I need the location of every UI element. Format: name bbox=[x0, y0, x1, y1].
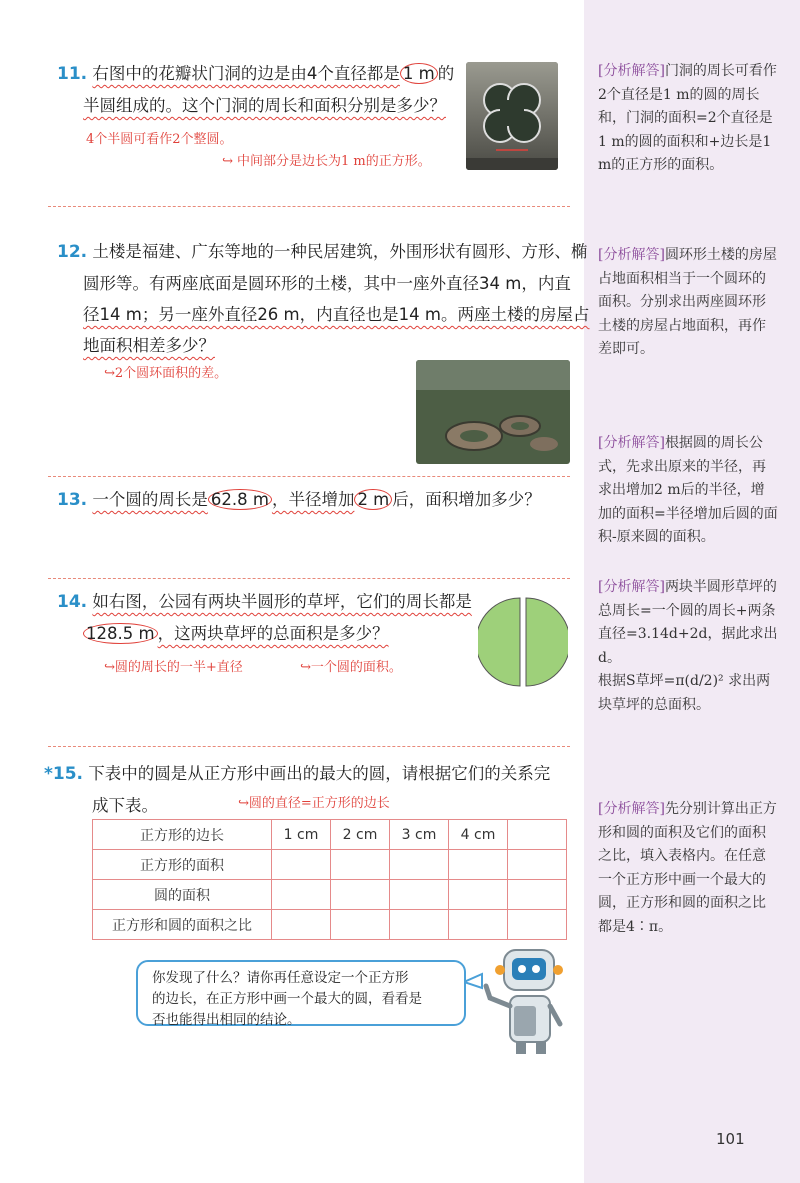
annotation-12: ↪2个圆环面积的差。 bbox=[104, 366, 228, 381]
separator bbox=[48, 746, 570, 747]
analysis-note-11: [分析解答]门洞的周长可看作2个直径是1 m的圆的周长和，门洞的面积=2个直径是1 m的圆的面积和+边长是1 m的正方形的面积。 bbox=[598, 63, 777, 173]
question-15: *15. 下表中的圆是从正方形中画出的最大的圆，请根据它们的关系完 成下表。 bbox=[44, 764, 551, 815]
semicircle-lawns-figure bbox=[478, 592, 568, 692]
analysis-note-14: [分析解答]两块半圆形草坪的总周长=一个圆的周长+两条直径=3.14d+2d，据此求出d。 bbox=[598, 579, 778, 666]
table-row: 圆的面积 bbox=[93, 880, 567, 910]
answer-cell[interactable] bbox=[508, 850, 567, 880]
answer-cell[interactable] bbox=[331, 910, 390, 940]
answer-cell[interactable] bbox=[390, 880, 449, 910]
page-number: 101 bbox=[716, 1130, 745, 1148]
tulou-photo bbox=[416, 360, 570, 464]
doorway-photo bbox=[466, 62, 558, 170]
robot-speech-bubble: 你发现了什么？请你再任意设定一个正方形 的边长，在正方形中画一个最大的圆，看看是 否也能得出相同的结论。 bbox=[136, 960, 466, 1026]
analysis-note-14-formula: 根据S草坪=π(d/2)² 求出两块草坪的总面积。 bbox=[598, 673, 771, 713]
answer-cell[interactable] bbox=[390, 850, 449, 880]
answer-cell[interactable] bbox=[508, 910, 567, 940]
question-12: 12. 土楼是福建、广东等地的一种民居建筑，外围形状有圆形、方形、椭 圆形等。有两座底面是圆环形的土楼，其中一座外直径34 m，内直 径14 m；另一座外直径26 m，内直径也是14 m。两座土楼的房屋占 地面积相差多少？ bbox=[57, 242, 590, 355]
question-13: 13. 一个圆的周长是 62.8 m ，半径增加 2 m 后，面积增加多少？ bbox=[57, 490, 541, 510]
question-11: 11. 右图中的花瓣状门洞的边是由4个直径都是 1 m 的 半圆组成的。这个门洞的周长和面积分别是多少？ bbox=[57, 64, 455, 115]
annotation-11-circles: 4个半圆可看作2个整圆。 bbox=[86, 132, 233, 147]
table-row: 正方形的面积 bbox=[93, 850, 567, 880]
analysis-note-13: [分析解答]根据圆的周长公式，先求出原来的半径，再求出增加2 m后的半径，增加的面积=半径增加后圆的面积-原来圆的面积。 bbox=[598, 435, 778, 545]
answer-cell[interactable] bbox=[449, 850, 508, 880]
answer-cell[interactable] bbox=[508, 880, 567, 910]
separator bbox=[48, 476, 570, 477]
answer-cell[interactable] bbox=[331, 880, 390, 910]
table-row: 正方形和圆的面积之比 bbox=[93, 910, 567, 940]
question-14: 14. 如右图，公园有两块半圆形的草坪，它们的周长都是 128.5 m ，这两块草坪的总面积是多少？ bbox=[57, 592, 472, 643]
annotation-14-area: ↪一个圆的面积。 bbox=[300, 660, 402, 675]
separator bbox=[48, 206, 570, 207]
annotation-14-perimeter: ↪圆的周长的一半+直径 bbox=[104, 660, 243, 675]
table-row: 正方形的边长 1 cm 2 cm 3 cm 4 cm bbox=[93, 820, 567, 850]
answer-cell[interactable] bbox=[390, 910, 449, 940]
robot-icon bbox=[464, 944, 574, 1056]
answer-cell[interactable] bbox=[449, 910, 508, 940]
answer-cell[interactable] bbox=[331, 850, 390, 880]
answer-cell[interactable] bbox=[449, 880, 508, 910]
square-circle-table bbox=[92, 819, 567, 940]
separator bbox=[48, 578, 570, 579]
answer-cell[interactable] bbox=[272, 850, 331, 880]
annotation-15: ↪圆的直径=正方形的边长 bbox=[238, 796, 390, 811]
annotation-11-square: ↪ 中间部分是边长为1 m的正方形。 bbox=[222, 154, 431, 169]
analysis-note-12: [分析解答]圆环形土楼的房屋占地面积相当于一个圆环的面积。分别求出两座圆环形土楼的房屋占地面积，再作差即可。 bbox=[598, 247, 777, 357]
answer-cell[interactable] bbox=[272, 910, 331, 940]
analysis-note-15: [分析解答]先分别计算出正方形和圆的面积及它们的面积之比，填入表格内。在任意一个正方形中画一个最大的圆，正方形和圆的面积之比都是4∶π。 bbox=[598, 801, 777, 935]
answer-cell[interactable] bbox=[272, 880, 331, 910]
